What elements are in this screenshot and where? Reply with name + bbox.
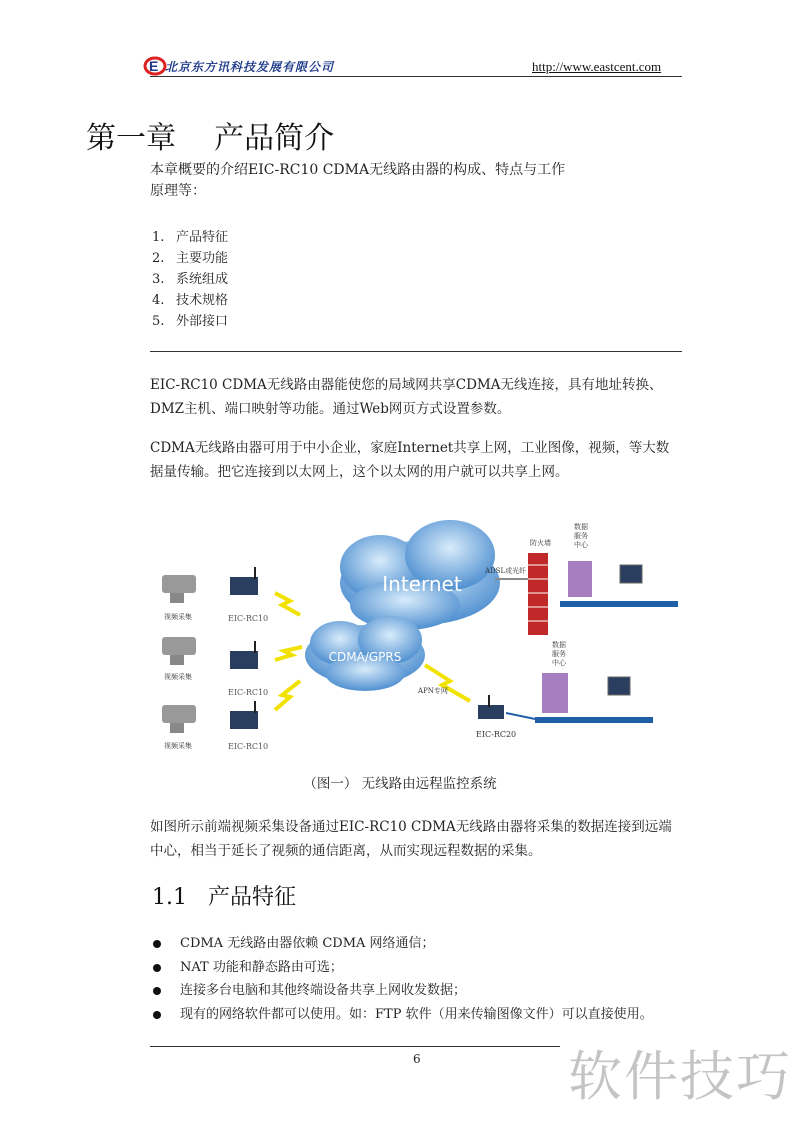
toc-item: 4. 技术规格 — [152, 293, 229, 308]
watermark: 软件技巧 — [568, 1045, 792, 1108]
router-label: EIC-RC10 — [228, 742, 269, 751]
header-divider — [150, 76, 682, 77]
svg-text:E: E — [149, 58, 159, 74]
page-number: 6 — [413, 1052, 421, 1066]
paragraph-usage: CDMA无线路由器可用于中小企业，家庭Internet共享上网，工业图像，视频，等大数据量传输。把它连接到以太网上，这个以太网的用户就可以共享上网。 — [150, 440, 670, 480]
paragraph-figure-desc: 如图所示前端视频采集设备通过EIC-RC10 CDMA无线路由器将采集的数据连接到远端中心，相当于延长了视频的通信距离，从而实现远程数据的采集。 — [150, 819, 672, 859]
list-item: CDMA 无线路由器依赖 CDMA 网络通信； — [150, 932, 690, 956]
toc-item: 2. 主要功能 — [152, 251, 229, 266]
feature-list — [150, 932, 690, 1026]
section-heading: 1.1 产品特征 — [152, 885, 296, 910]
server-center-1 — [560, 522, 678, 607]
camera-label: 视频采集 — [164, 742, 192, 750]
list-item: 连接多台电脑和其他终端设备共享上网收发数据； — [150, 979, 690, 1003]
toc-item: 5. 外部接口 — [152, 314, 229, 329]
camera-label: 视频采集 — [164, 673, 192, 681]
camera-label: 视频采集 — [164, 613, 192, 621]
list-item: NAT 功能和静态路由可选； — [150, 956, 690, 980]
paragraph-overview: EIC-RC10 CDMA无线路由器能使您的局域网共享CDMA无线连接，具有地址转换、DMZ主机、端口映射等功能。通过Web网页方式设置参数。 — [150, 377, 663, 417]
chapter-intro: 本章概要的介绍EIC-RC10 CDMA无线路由器的构成、特点与工作原理等： — [150, 162, 566, 199]
toc-item: 3. 系统组成 — [152, 272, 229, 287]
svg-text:服务: 服务 — [552, 650, 566, 658]
remote-router-icon — [478, 705, 504, 719]
figure-caption: （图一） 无线路由远程监控系统 — [303, 776, 497, 792]
svg-text:数据: 数据 — [574, 523, 588, 531]
svg-text:数据: 数据 — [552, 641, 566, 649]
router-label: EIC-RC10 — [228, 688, 269, 697]
router-label: EIC-RC10 — [228, 614, 269, 623]
header-url-link[interactable]: http://www.eastcent.com — [532, 59, 662, 74]
svg-text:服务: 服务 — [574, 532, 588, 540]
bullet-icon — [153, 1011, 161, 1019]
bullet-icon — [153, 987, 161, 995]
network-diagram — [150, 505, 690, 765]
svg-text:中心: 中心 — [574, 541, 588, 549]
list-item: 现有的网络软件都可以使用。如：FTP 软件（用来传输图像文件）可以直接使用。 — [150, 1003, 690, 1027]
header-company-name: 北京东方讯科技发展有限公司 — [165, 60, 335, 74]
bullet-icon — [153, 964, 161, 972]
internet-label: Internet — [382, 572, 462, 596]
chapter-title: 第一章 产品简介 — [86, 121, 335, 156]
adsl-label: ADSL或光纤 — [485, 567, 527, 575]
footer-divider — [150, 1046, 560, 1047]
camera-row-1 — [162, 567, 300, 623]
remote-router-label: EIC-RC20 — [476, 730, 517, 739]
camera-row-2 — [162, 637, 302, 697]
svg-text:中心: 中心 — [552, 659, 566, 667]
server-center-2 — [535, 640, 653, 723]
firewall-icon — [528, 553, 548, 635]
firewall-label: 防火墙 — [530, 539, 551, 547]
bullet-icon — [153, 940, 161, 948]
cdma-label: CDMA/GPRS — [328, 650, 402, 664]
apn-label: APN专网 — [418, 687, 448, 695]
toc-item: 1. 产品特征 — [152, 230, 229, 245]
chapter-toc — [152, 227, 228, 332]
section-divider — [150, 351, 682, 352]
